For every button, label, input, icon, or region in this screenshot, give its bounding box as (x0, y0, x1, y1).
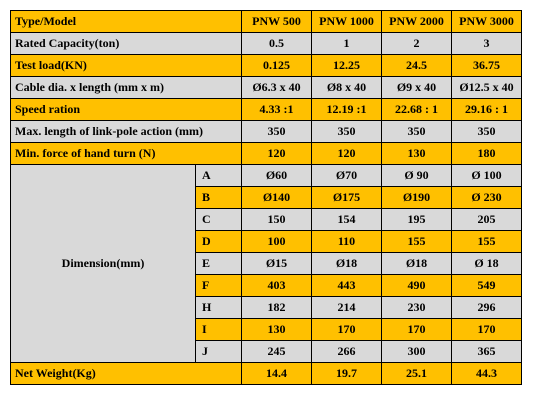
spec-row (11, 55, 522, 77)
dimension-value: Ø 100 (452, 165, 522, 187)
dimension-value: 230 (382, 297, 452, 319)
dimension-value: Ø 18 (452, 253, 522, 275)
spec-value: Ø6.3 x 40 (242, 77, 312, 99)
spec-value: 130 (382, 143, 452, 165)
spec-row (11, 99, 522, 121)
spec-table (10, 10, 522, 385)
dimension-value: 300 (382, 341, 452, 363)
spec-row-label: Max. length of link-pole action (mm) (11, 121, 242, 143)
spec-value: 3 (452, 33, 522, 55)
dimension-key: C (196, 209, 242, 231)
dimension-row (11, 165, 522, 187)
dimension-value: 266 (312, 341, 382, 363)
spec-value: 120 (242, 143, 312, 165)
spec-value: 12.25 (312, 55, 382, 77)
dimension-key: E (196, 253, 242, 275)
spec-row (11, 33, 522, 55)
dimension-value: Ø175 (312, 187, 382, 209)
dimension-value: Ø18 (312, 253, 382, 275)
model-pnw3000: PNW 3000 (452, 11, 522, 33)
dimension-key: H (196, 297, 242, 319)
spec-value: 4.33 :1 (242, 99, 312, 121)
spec-row-label: Cable dia. x length (mm x m) (11, 77, 242, 99)
spec-value: 0.5 (242, 33, 312, 55)
dimension-value: 170 (452, 319, 522, 341)
spec-value: Ø12.5 x 40 (452, 77, 522, 99)
dimension-value: Ø70 (312, 165, 382, 187)
dimension-value: 154 (312, 209, 382, 231)
spec-value: 24.5 (382, 55, 452, 77)
dimension-value: 403 (242, 275, 312, 297)
dimension-value: 110 (312, 231, 382, 253)
dimension-value: 170 (312, 319, 382, 341)
dimension-value: Ø15 (242, 253, 312, 275)
net-weight-label: Net Weight(Kg) (11, 363, 242, 385)
spec-row (11, 143, 522, 165)
type-model-label: Type/Model (11, 11, 242, 33)
spec-row-label: Rated Capacity(ton) (11, 33, 242, 55)
dimension-label: Dimension(mm) (11, 165, 196, 363)
dimension-value: 155 (452, 231, 522, 253)
spec-value: 180 (452, 143, 522, 165)
dimension-value: 365 (452, 341, 522, 363)
spec-value: 36.75 (452, 55, 522, 77)
spec-value: 350 (312, 121, 382, 143)
dimension-value: 195 (382, 209, 452, 231)
model-pnw500: PNW 500 (242, 11, 312, 33)
dimension-value: 490 (382, 275, 452, 297)
spec-table-body (11, 11, 522, 385)
dimension-key: D (196, 231, 242, 253)
header-row (11, 11, 522, 33)
dimension-value: Ø18 (382, 253, 452, 275)
dimension-value: 214 (312, 297, 382, 319)
dimension-value: 443 (312, 275, 382, 297)
dimension-value: 150 (242, 209, 312, 231)
spec-value: 350 (242, 121, 312, 143)
dimension-value: 130 (242, 319, 312, 341)
dimension-value: 170 (382, 319, 452, 341)
spec-value: 29.16 : 1 (452, 99, 522, 121)
spec-value: 22.68 : 1 (382, 99, 452, 121)
dimension-value: Ø140 (242, 187, 312, 209)
dimension-value: Ø 90 (382, 165, 452, 187)
spec-value: 1 (312, 33, 382, 55)
spec-value: 2 (382, 33, 452, 55)
spec-value: Ø9 x 40 (382, 77, 452, 99)
dimension-value: 245 (242, 341, 312, 363)
spec-row (11, 121, 522, 143)
spec-row-label: Test load(KN) (11, 55, 242, 77)
model-pnw1000: PNW 1000 (312, 11, 382, 33)
net-weight-row (11, 363, 522, 385)
spec-row-label: Min. force of hand turn (N) (11, 143, 242, 165)
dimension-key: J (196, 341, 242, 363)
dimension-value: 100 (242, 231, 312, 253)
dimension-value: 549 (452, 275, 522, 297)
dimension-key: B (196, 187, 242, 209)
net-weight-value: 44.3 (452, 363, 522, 385)
spec-value: 12.19 :1 (312, 99, 382, 121)
model-pnw2000: PNW 2000 (382, 11, 452, 33)
dimension-value: 155 (382, 231, 452, 253)
dimension-value: Ø 230 (452, 187, 522, 209)
net-weight-value: 14.4 (242, 363, 312, 385)
spec-value: 350 (452, 121, 522, 143)
spec-row (11, 77, 522, 99)
dimension-value: Ø60 (242, 165, 312, 187)
dimension-value: 182 (242, 297, 312, 319)
spec-row-label: Speed ration (11, 99, 242, 121)
dimension-key: F (196, 275, 242, 297)
spec-value: 0.125 (242, 55, 312, 77)
net-weight-value: 19.7 (312, 363, 382, 385)
spec-value: Ø8 x 40 (312, 77, 382, 99)
dimension-value: 205 (452, 209, 522, 231)
dimension-key: A (196, 165, 242, 187)
dimension-value: 296 (452, 297, 522, 319)
dimension-value: Ø190 (382, 187, 452, 209)
spec-value: 350 (382, 121, 452, 143)
net-weight-value: 25.1 (382, 363, 452, 385)
spec-value: 120 (312, 143, 382, 165)
dimension-key: I (196, 319, 242, 341)
